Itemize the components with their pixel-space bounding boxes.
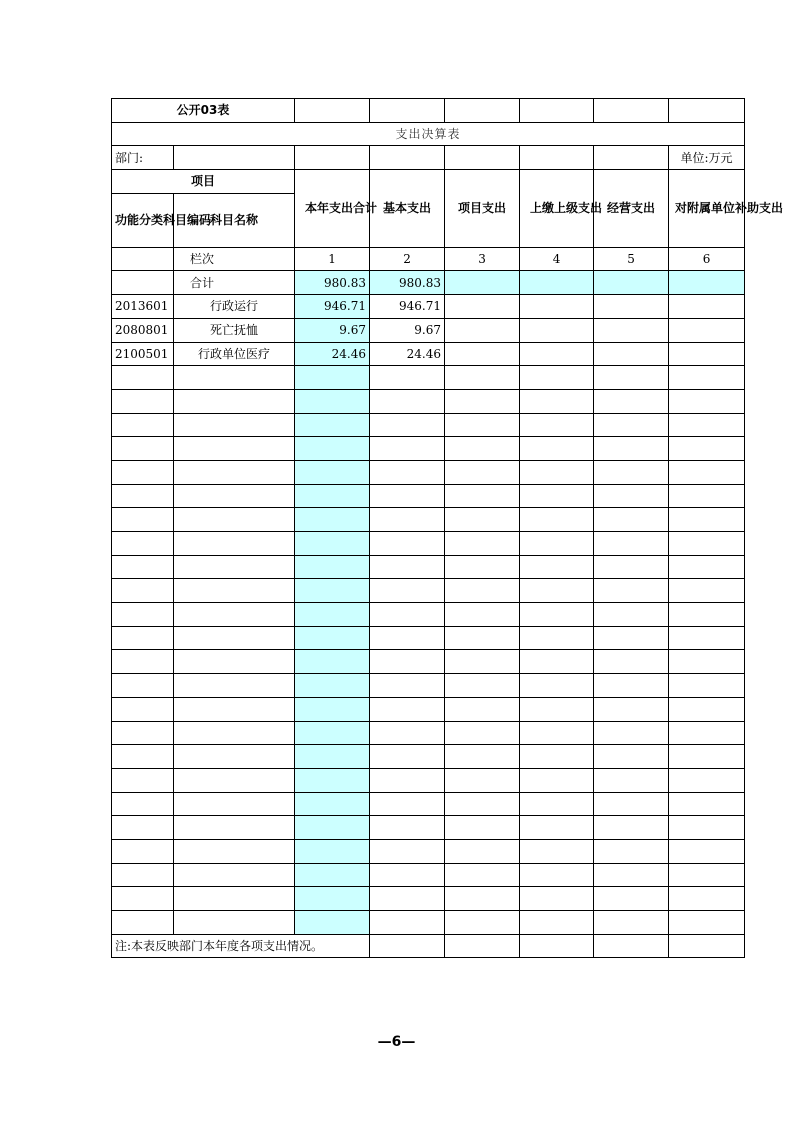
column-number: 2 [370, 247, 445, 271]
col2-header: 基本支出 [370, 170, 445, 248]
subject-name-header: 科目名称 [174, 193, 295, 247]
col6-header: 对附属单位补助支出 [669, 170, 745, 248]
col3-header: 项目支出 [445, 170, 520, 248]
row-col1: 9.67 [295, 318, 370, 342]
table-row [112, 342, 745, 366]
row-col2: 9.67 [370, 318, 445, 342]
table-note: 注:本表反映部门本年度各项支出情况。 [112, 934, 370, 958]
row-code: 2100501 [112, 342, 174, 366]
form-code: 公开03表 [112, 99, 295, 123]
empty-row [112, 484, 745, 508]
total-row [112, 271, 745, 295]
empty-row [112, 413, 745, 437]
row-name: 死亡抚恤 [174, 318, 295, 342]
total-col1: 980.83 [295, 271, 370, 295]
empty-row [112, 887, 745, 911]
department-label: 部门: [112, 146, 174, 170]
column-number: 5 [594, 247, 669, 271]
empty-row [112, 697, 745, 721]
expenditure-table [111, 98, 784, 958]
header-row-1 [112, 170, 745, 194]
column-number: 6 [669, 247, 745, 271]
col4-header: 上缴上级支出 [520, 170, 594, 248]
row-name: 行政单位医疗 [174, 342, 295, 366]
column-number-row [112, 247, 745, 271]
row-code: 2013601 [112, 295, 174, 319]
empty-row [112, 626, 745, 650]
empty-row [112, 816, 745, 840]
empty-row [112, 650, 745, 674]
total-col2: 980.83 [370, 271, 445, 295]
row-col1: 946.71 [295, 295, 370, 319]
title-row [112, 122, 745, 146]
empty-row [112, 721, 745, 745]
column-number: 1 [295, 247, 370, 271]
total-label: 合计 [174, 271, 295, 295]
empty-row [112, 839, 745, 863]
empty-row [112, 579, 745, 603]
empty-row [112, 437, 745, 461]
empty-row [112, 389, 745, 413]
empty-row [112, 603, 745, 627]
page-number: —6— [377, 1034, 416, 1050]
form-code-row [112, 99, 745, 123]
column-number: 4 [520, 247, 594, 271]
department-row [112, 146, 745, 170]
table-row [112, 295, 745, 319]
empty-row [112, 366, 745, 390]
empty-row [112, 532, 745, 556]
column-number: 3 [445, 247, 520, 271]
empty-row [112, 768, 745, 792]
unit-label: 单位:万元 [669, 146, 745, 170]
col5-header: 经营支出 [594, 170, 669, 248]
row-code: 2080801 [112, 318, 174, 342]
empty-row [112, 745, 745, 769]
row-col2: 24.46 [370, 342, 445, 366]
row-name: 行政运行 [174, 295, 295, 319]
note-row [112, 934, 745, 958]
empty-row [112, 911, 745, 935]
empty-row [112, 508, 745, 532]
row-col2: 946.71 [370, 295, 445, 319]
col1-header: 本年支出合计 [295, 170, 370, 248]
empty-row [112, 674, 745, 698]
table-title: 支出决算表 [112, 122, 745, 146]
empty-row [112, 460, 745, 484]
func-code-header: 功能分类科目编码 [112, 193, 174, 247]
item-header: 项目 [112, 170, 295, 194]
row-col1: 24.46 [295, 342, 370, 366]
table-row [112, 318, 745, 342]
empty-row [112, 792, 745, 816]
column-number-label: 栏次 [174, 247, 295, 271]
empty-row [112, 555, 745, 579]
empty-row [112, 863, 745, 887]
